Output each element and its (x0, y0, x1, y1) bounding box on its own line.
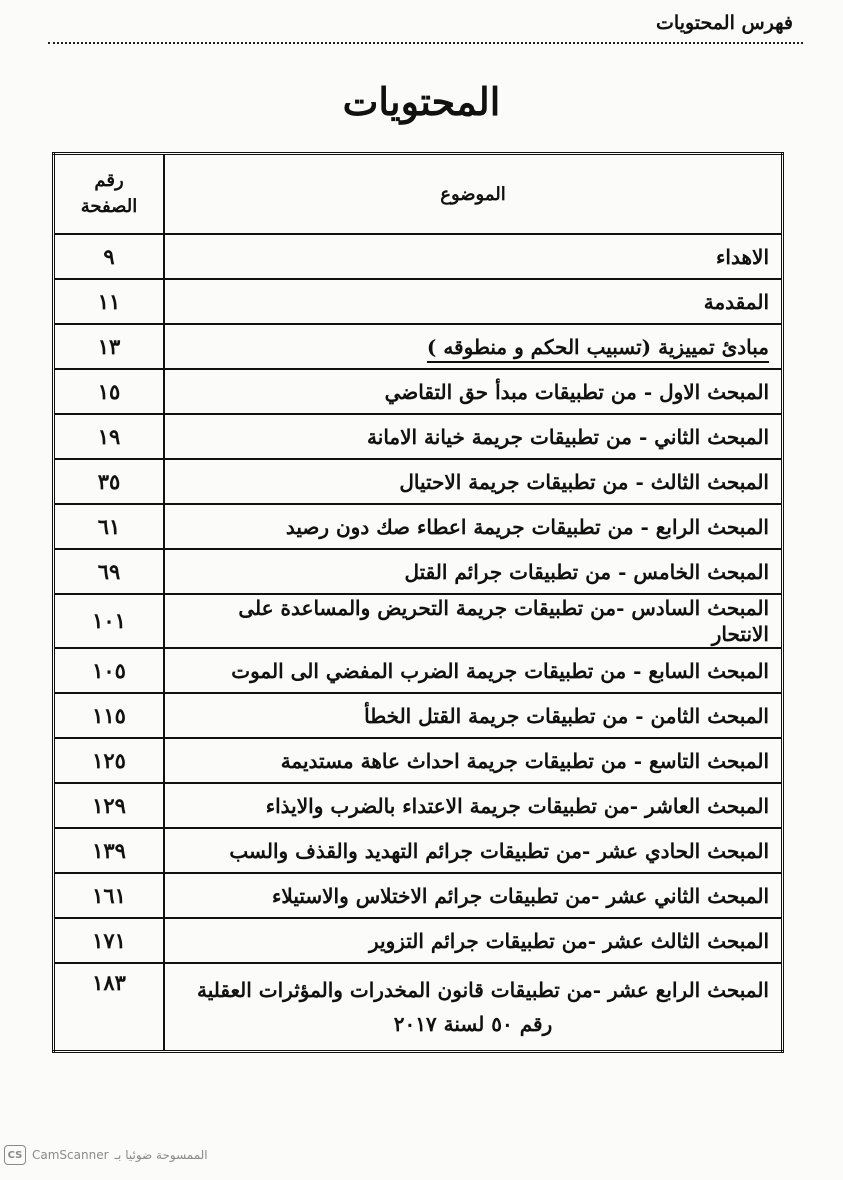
topic-cell (164, 963, 783, 1052)
table-row (54, 324, 783, 369)
page-number-cell: ١٧١ (54, 918, 165, 963)
table-row (54, 369, 783, 414)
column-header-topic: الموضوع (164, 154, 783, 235)
table-row (54, 738, 783, 783)
topic-cell: المبحث السابع - من تطبيقات جريمة الضرب المفضي الى الموت (164, 648, 783, 693)
topic-cell: المبحث الخامس - من تطبيقات جرائم القتل (164, 549, 783, 594)
page-number-cell: ١١ (54, 279, 165, 324)
topic-cell: المبحث الاول - من تطبيقات مبدأ حق التقاضي (164, 369, 783, 414)
page-number-cell: ١٢٥ (54, 738, 165, 783)
page-number-cell: ٣٥ (54, 459, 165, 504)
page-number-cell: ١١٥ (54, 693, 165, 738)
camscanner-watermark (4, 1144, 208, 1166)
topic-text-underlined: مبادئ تمييزية (تسبيب الحكم و منطوقه ) (427, 335, 769, 363)
table-row (54, 828, 783, 873)
table-row (54, 234, 783, 279)
column-header-page (54, 154, 165, 235)
topic-cell: المقدمة (164, 279, 783, 324)
table-row (54, 648, 783, 693)
camscanner-arabic-text: الممسوحة ضوئيا بـ (114, 1148, 208, 1162)
table-row (54, 459, 783, 504)
table-row (54, 414, 783, 459)
table-row (54, 783, 783, 828)
topic-cell (164, 324, 783, 369)
topic-cell: المبحث التاسع - من تطبيقات جريمة احداث عاهة مستديمة (164, 738, 783, 783)
page-number-cell: ١٦١ (54, 873, 165, 918)
table-row (54, 504, 783, 549)
table-row (54, 594, 783, 648)
header-dotted-rule (48, 42, 803, 44)
page-number-cell: ١٢٩ (54, 783, 165, 828)
topic-cell: المبحث الثاني عشر -من تطبيقات جرائم الاختلاس والاستيلاء (164, 873, 783, 918)
topic-cell: الاهداء (164, 234, 783, 279)
page-title: المحتويات (342, 79, 501, 124)
table-header-row (54, 154, 783, 235)
running-header: فهرس المحتويات (656, 12, 793, 34)
table-row (54, 963, 783, 1052)
contents-table (52, 152, 784, 1053)
topic-cell: المبحث السادس -من تطبيقات جريمة التحريض والمساعدة على الانتحار (164, 594, 783, 648)
page-number-cell: ٦٩ (54, 549, 165, 594)
page-number-cell: ١٠١ (54, 594, 165, 648)
topic-cell: المبحث الثاني - من تطبيقات جريمة خيانة الامانة (164, 414, 783, 459)
topic-cell: المبحث العاشر -من تطبيقات جريمة الاعتداء بالضرب والايذاء (164, 783, 783, 828)
column-header-page-line2: الصفحة (80, 196, 138, 217)
table-row (54, 873, 783, 918)
page-number-cell: ١٩ (54, 414, 165, 459)
camscanner-logo-icon: CS (4, 1145, 26, 1165)
page-number-cell: ١٨٣ (54, 963, 165, 1052)
topic-line-1: المبحث الرابع عشر -من تطبيقات قانون المخدرات والمؤثرات العقلية (197, 978, 769, 1002)
table-row (54, 549, 783, 594)
page-number-cell: ٩ (54, 234, 165, 279)
column-header-page-line1: رقم (94, 170, 124, 191)
page-number-cell: ٦١ (54, 504, 165, 549)
topic-cell: المبحث الرابع - من تطبيقات جريمة اعطاء صك دون رصيد (164, 504, 783, 549)
camscanner-app-name: CamScanner (32, 1148, 109, 1162)
page-number-cell: ١٥ (54, 369, 165, 414)
page-number-cell: ١٠٥ (54, 648, 165, 693)
topic-cell: المبحث الثامن - من تطبيقات جريمة القتل الخطأ (164, 693, 783, 738)
topic-line-2: رقم ٥٠ لسنة ٢٠١٧ (393, 1012, 553, 1036)
table-row (54, 693, 783, 738)
page-number-cell: ١٣ (54, 324, 165, 369)
topic-cell: المبحث الثالث عشر -من تطبيقات جرائم التزوير (164, 918, 783, 963)
topic-cell: المبحث الحادي عشر -من تطبيقات جرائم التهديد والقذف والسب (164, 828, 783, 873)
table-row (54, 918, 783, 963)
page-number-cell: ١٣٩ (54, 828, 165, 873)
table-row (54, 279, 783, 324)
topic-cell: المبحث الثالث - من تطبيقات جريمة الاحتيال (164, 459, 783, 504)
